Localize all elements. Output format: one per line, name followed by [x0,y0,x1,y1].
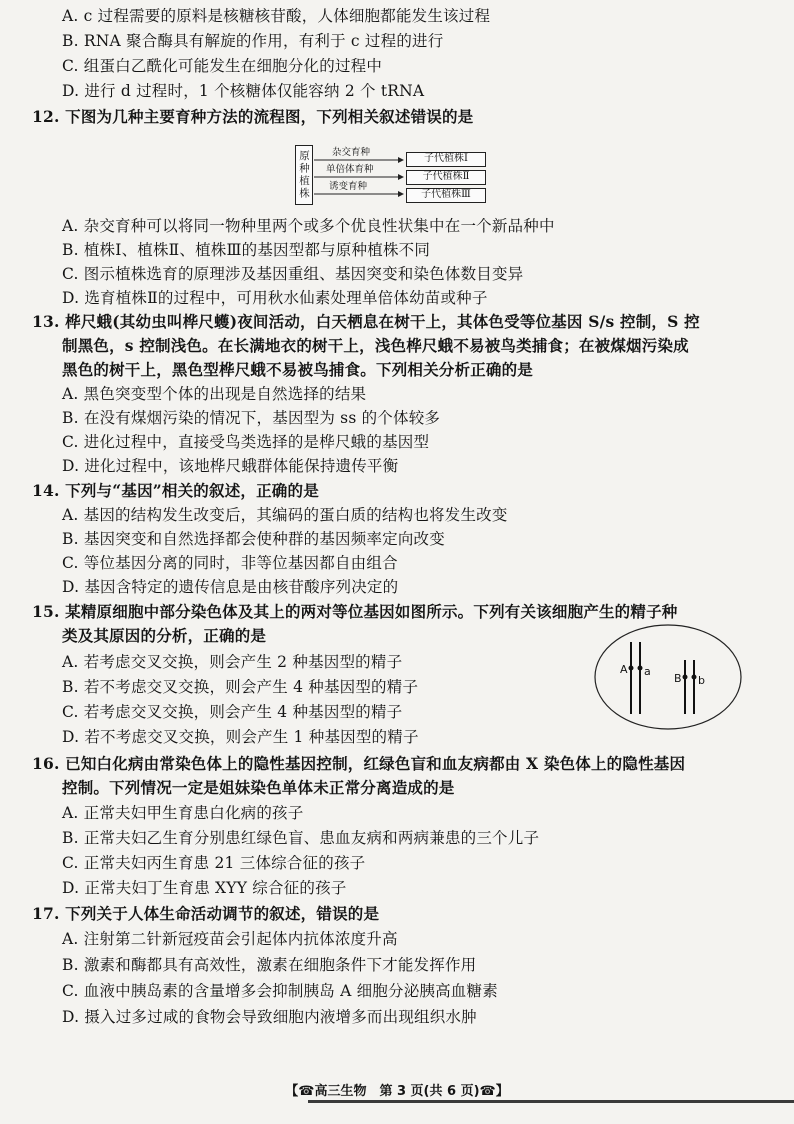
q17-stem: 17. 下列关于人体生命活动调节的叙述，错误的是 [32,904,380,923]
q15-stem-line2: 类及其原因的分析，正确的是 [62,626,267,645]
q17-option-c: C. 血液中胰岛素的含量增多会抑制胰岛 A 细胞分泌胰高血糖素 [62,982,498,1000]
q15-option-c: C. 若考虑交叉交换，则会产生 4 种基因型的精子 [62,703,403,721]
q13-option-d: D. 进化过程中，该地桦尺蛾群体能保持遗传平衡 [62,457,399,475]
q14-option-c: C. 等位基因分离的同时，非等位基因都自由组合 [62,554,398,572]
q14-option-d: D. 基因含特定的遗传信息是由核苷酸序列决定的 [62,578,399,596]
q16-stem-line1: 16. 已知白化病由常染色体上的隐性基因控制，红绿色盲和血友病都由 X 染色体上的隐性基因 [32,754,686,773]
q12-option-b: B. 植株Ⅰ、植株Ⅱ、植株Ⅲ的基因型都与原种植株不同 [62,241,431,259]
source-plant-box: 原种植株 [295,145,313,205]
q15-stem-line1: 15. 某精原细胞中部分染色体及其上的两对等位基因如图所示。下列有关该细胞产生的精子种 [32,602,678,621]
q13-option-c: C. 进化过程中，直接受鸟类选择的是桦尺蛾的基因型 [62,433,430,451]
q12-option-d: D. 选育植株Ⅱ的过程中，可用秋水仙素处理单倍体幼苗或种子 [62,289,488,307]
q13-stem-line2: 制黑色，s 控制浅色。在长满地衣的树干上，浅色桦尺蛾不易被鸟类捕食；在被煤烟污染成 [62,336,689,355]
q13-stem-line1: 13. 桦尺蛾(其幼虫叫桦尺蠖)夜间活动，白天栖息在树干上，其体色受等位基因 S/s 控制，S 控 [32,312,700,331]
page-footer: 【☎高三生物 第 3 页(共 6 页)☎】 [285,1084,509,1099]
breeding-flow-diagram [292,144,492,208]
q16-option-b: B. 正常夫妇乙生育分别患红绿色盲、患血友病和两病兼患的三个儿子 [62,829,540,847]
gene-a-label: a [644,665,651,678]
gene-B-label: B [674,672,682,685]
q17-option-d: D. 摄入过多过咸的食物会导致细胞内液增多而出现组织水肿 [62,1008,477,1026]
q15-option-d: D. 若不考虑交叉交换，则会产生 1 种基因型的精子 [62,728,419,746]
q13-option-b: B. 在没有煤烟污染的情况下，基因型为 ss 的个体较多 [62,409,441,427]
gene-b-label: b [698,674,705,687]
q16-option-c: C. 正常夫妇丙生育患 21 三体综合征的孩子 [62,854,366,872]
q11-option-b: B. RNA 聚合酶具有解旋的作用，有利于 c 过程的进行 [62,32,444,50]
q17-option-a: A. 注射第二针新冠疫苗会引起体内抗体浓度升高 [62,930,398,948]
q17-option-b: B. 激素和酶都具有高效性，激素在细胞条件下才能发挥作用 [62,956,477,974]
sperm-mother-cell-figure [593,622,743,732]
offspring-plant-2-box: 子代植株Ⅱ [406,170,486,185]
method-mutation-label: 诱变育种 [329,181,368,192]
q11-option-a: A. c 过程需要的原料是核糖核苷酸，人体细胞都能发生该过程 [62,7,491,25]
offspring-plant-3-box: 子代植株Ⅲ [406,188,486,203]
method-hybrid-label: 杂交育种 [332,147,371,158]
q15-option-b: B. 若不考虑交叉交换，则会产生 4 种基因型的精子 [62,678,419,696]
q12-option-c: C. 图示植株选育的原理涉及基因重组、基因突变和染色体数目变异 [62,265,524,283]
q13-option-a: A. 黑色突变型个体的出现是自然选择的结果 [62,385,367,403]
q12-option-a: A. 杂交育种可以将同一物种里两个或多个优良性状集中在一个新品种中 [62,217,555,235]
q12-stem: 12. 下图为几种主要育种方法的流程图，下列相关叙述错误的是 [32,107,474,126]
q16-option-a: A. 正常夫妇甲生育患白化病的孩子 [62,804,304,822]
q13-stem-line3: 黑色的树干上，黑色型桦尺蛾不易被鸟捕食。下列相关分析正确的是 [62,360,534,379]
q16-option-d: D. 正常夫妇丁生育患 XYY 综合征的孩子 [62,879,347,897]
q14-option-a: A. 基因的结构发生改变后，其编码的蛋白质的结构也将发生改变 [62,506,508,524]
q14-option-b: B. 基因突变和自然选择都会使种群的基因频率定向改变 [62,530,445,548]
method-haploid-label: 单倍体育种 [326,164,374,175]
footer-rule [308,1100,794,1103]
offspring-plant-1-box: 子代植株Ⅰ [406,152,486,167]
gene-A-label: A [620,663,628,676]
q11-option-c: C. 组蛋白乙酰化可能发生在细胞分化的过程中 [62,57,383,75]
q15-option-a: A. 若考虑交叉交换，则会产生 2 种基因型的精子 [62,653,403,671]
q11-option-d: D. 进行 d 过程时，1 个核糖体仅能容纳 2 个 tRNA [62,82,425,100]
q16-stem-line2: 控制。下列情况一定是姐妹染色单体未正常分离造成的是 [62,778,455,797]
q14-stem: 14. 下列与“基因”相关的叙述，正确的是 [32,481,319,500]
